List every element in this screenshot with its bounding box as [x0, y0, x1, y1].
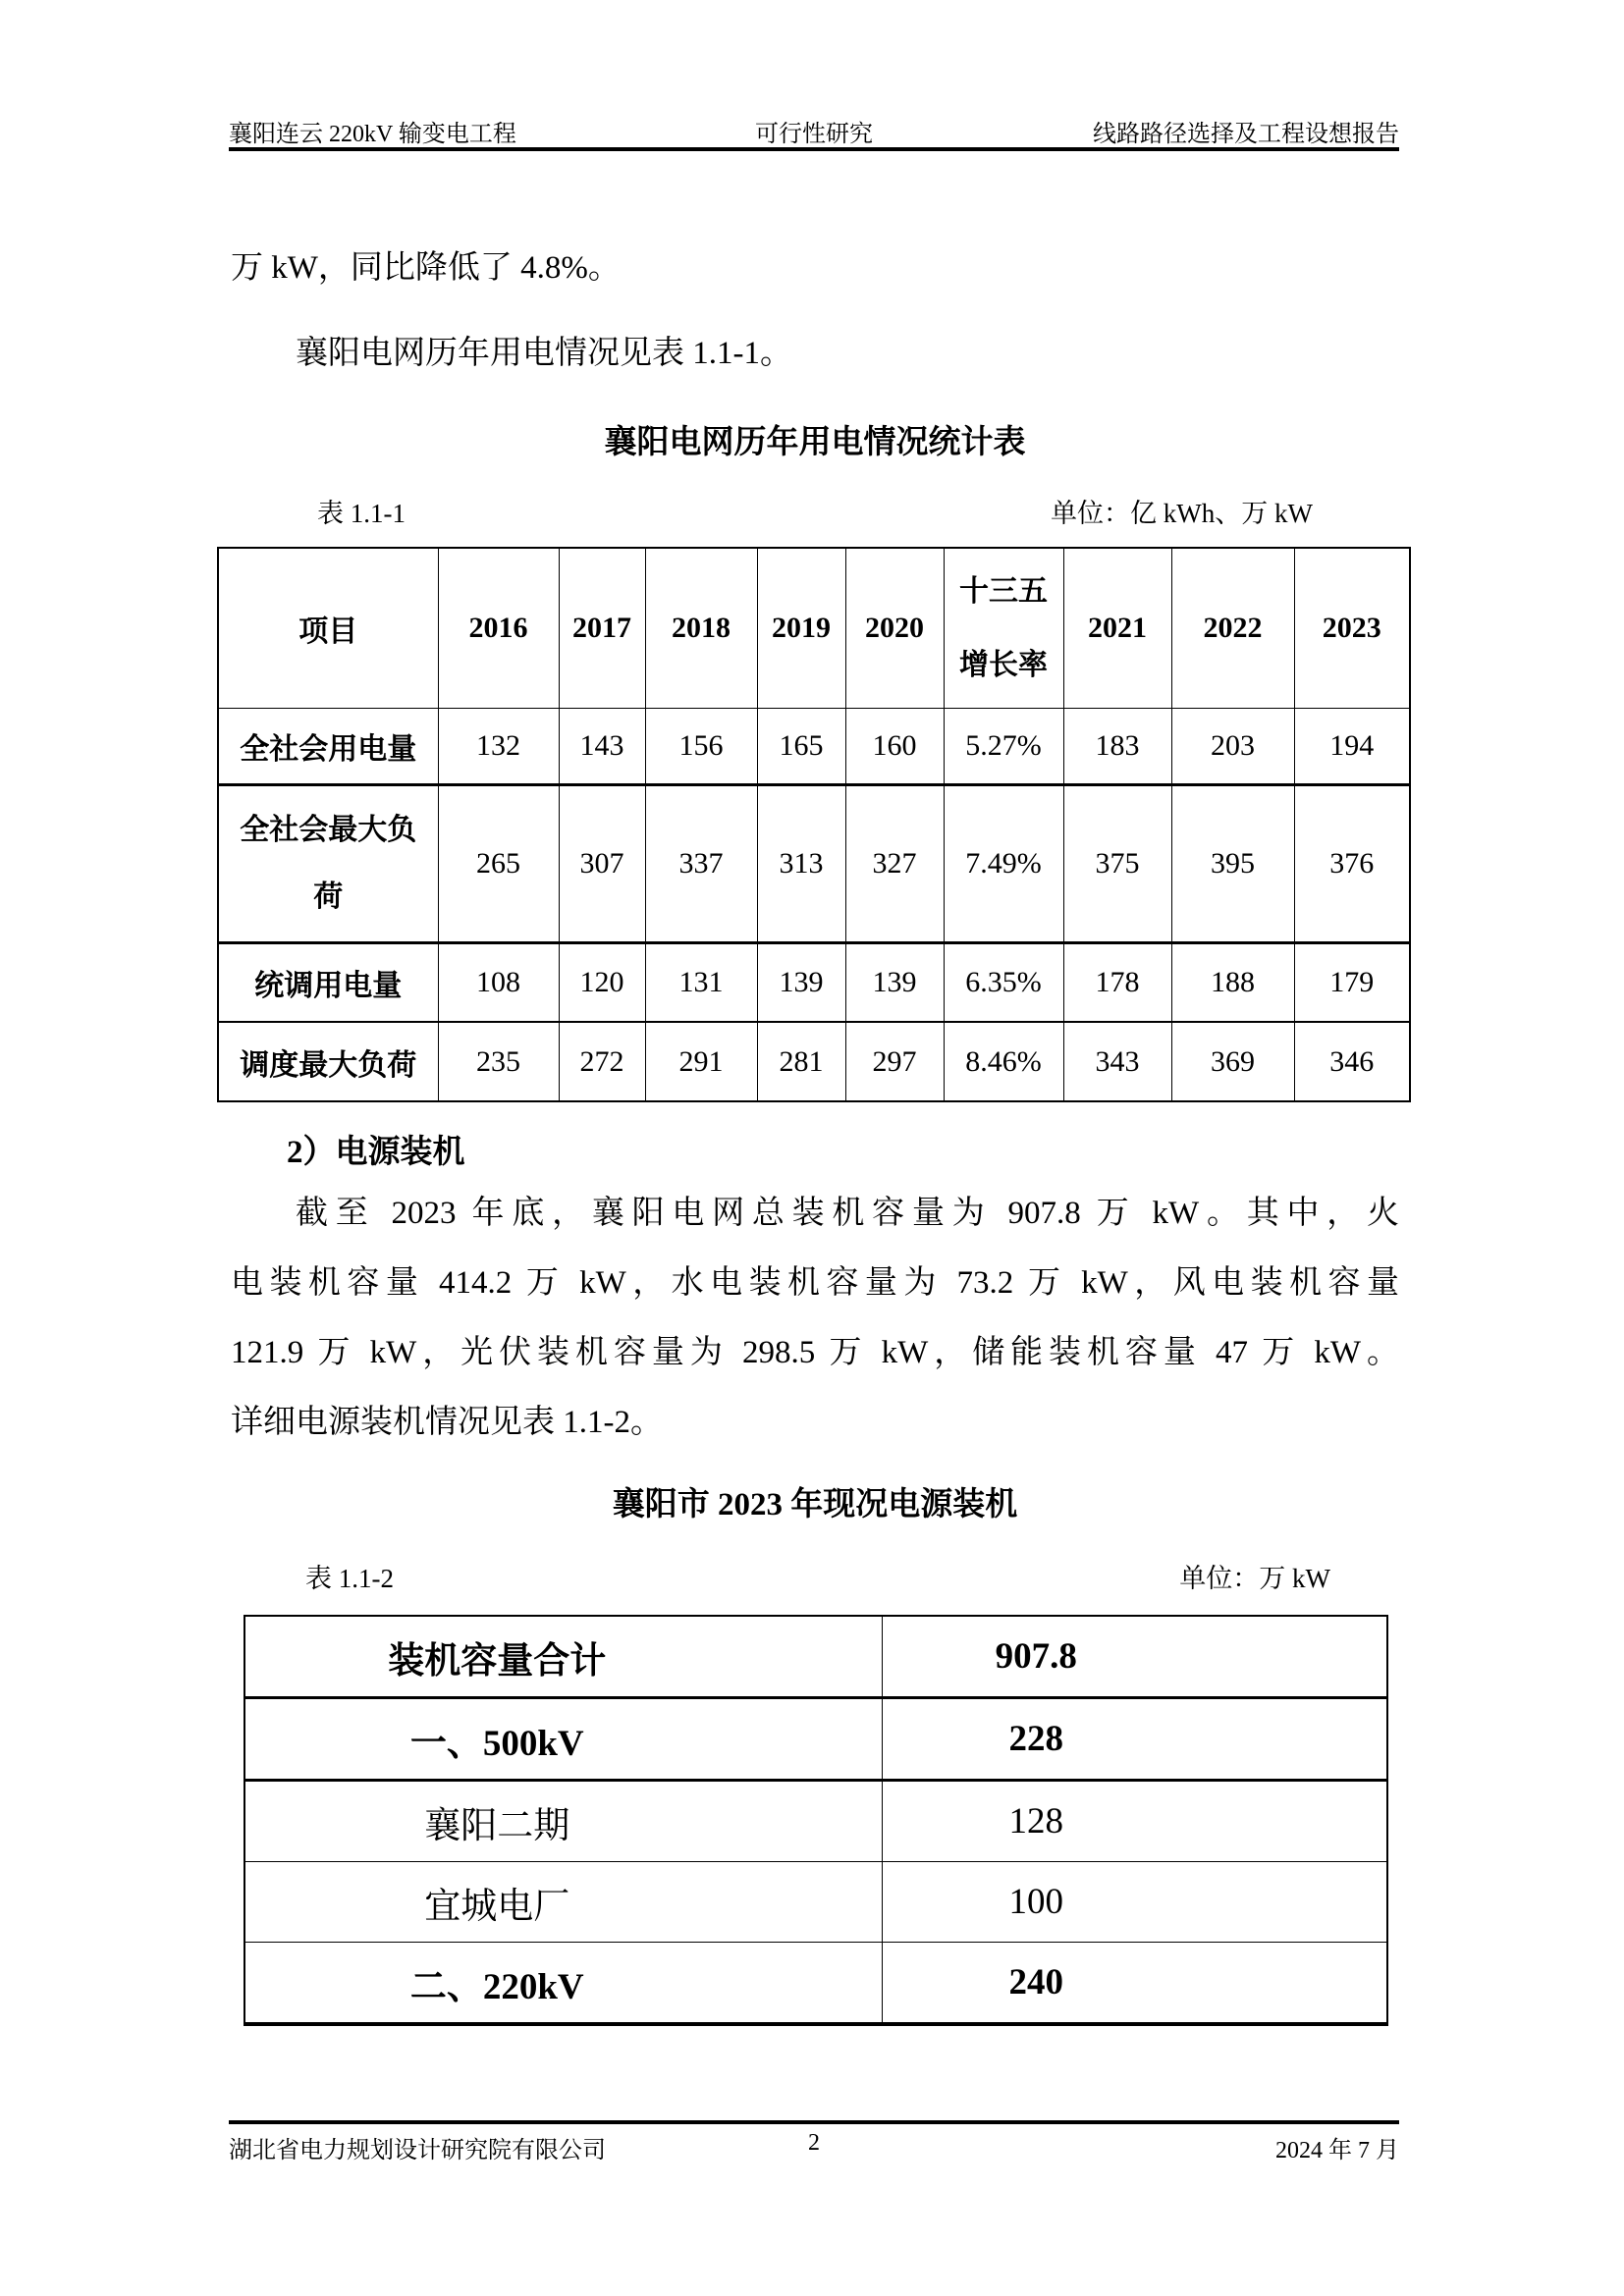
- table2-row-yicheng-plant: [244, 1862, 1387, 1943]
- table-cell: 375: [1063, 784, 1171, 942]
- table1-header-year: 2020: [845, 548, 944, 708]
- table1-header-year: 2019: [757, 548, 845, 708]
- table-cell: 376: [1294, 784, 1410, 942]
- table1-header-year: 2023: [1294, 548, 1410, 708]
- growth-rate-line2: 增长率: [959, 648, 1048, 681]
- page-header: [229, 114, 1399, 147]
- row-label: 宜城电厂: [244, 1862, 882, 1943]
- table-cell: 265: [438, 784, 559, 942]
- row-label: 统调用电量: [218, 942, 438, 1022]
- table-cell: 165: [757, 708, 845, 784]
- table-cell: 194: [1294, 708, 1410, 784]
- table2-caption-number: 表 1.1-2: [305, 1564, 394, 1593]
- table-cell: 179: [1294, 942, 1410, 1022]
- footer-page-number: 2: [808, 2130, 820, 2156]
- table2-caption-unit: 单位：万 kW: [1179, 1564, 1330, 1593]
- table-cell: 235: [438, 1022, 559, 1101]
- table-cell: 7.49%: [944, 784, 1063, 942]
- table2-caption-row: [231, 1557, 1399, 1595]
- table-cell: 307: [559, 784, 645, 942]
- row-value: 100: [882, 1862, 1387, 1943]
- paragraph-continued-line: 万 kW，同比降低了 4.8%。: [231, 250, 621, 286]
- table-cell: 131: [645, 942, 757, 1022]
- table-cell: 143: [559, 708, 645, 784]
- table2-row-500kv: [244, 1698, 1387, 1781]
- header-rule: [229, 147, 1399, 151]
- row-label: 装机容量合计: [244, 1616, 882, 1698]
- paragraph-line: 121.9 万 kW，光伏装机容量为 298.5 万 kW，储能装机容量 47 万 kW。: [231, 1335, 1399, 1370]
- table1-header-year: 2021: [1063, 548, 1171, 708]
- table-cell: 139: [845, 942, 944, 1022]
- table-cell: 160: [845, 708, 944, 784]
- table1-header-growth-rate: [944, 548, 1063, 708]
- table1-caption-number: 表 1.1-1: [317, 499, 406, 528]
- table2-row-220kv: [244, 1943, 1387, 2025]
- table1-header-year: 2017: [559, 548, 645, 708]
- header-report-title: 线路路径选择及工程设想报告: [1093, 122, 1399, 147]
- table1-header-item: 项目: [218, 548, 438, 708]
- table2-row-xiangyang-phase2: [244, 1781, 1387, 1862]
- table1-header-row: [218, 548, 1410, 708]
- table1-title: 襄阳电网历年用电情况统计表: [604, 425, 1026, 460]
- table-cell: 327: [845, 784, 944, 942]
- table2-row-total: [244, 1616, 1387, 1698]
- header-project-name: 襄阳连云 220kV 输变电工程: [229, 122, 516, 147]
- page-footer: [229, 2130, 1399, 2162]
- paragraph-line: 电装机容量 414.2 万 kW，水电装机容量为 73.2 万 kW，风电装机容量: [231, 1265, 1399, 1301]
- table-cell: 139: [757, 942, 845, 1022]
- row-label: [218, 784, 438, 942]
- table-cell: 272: [559, 1022, 645, 1101]
- installed-capacity-paragraph: [231, 1179, 1399, 1458]
- table-cell: 369: [1171, 1022, 1294, 1101]
- table1-row-dispatch-max-load: [218, 1022, 1410, 1101]
- table-cell: 8.46%: [944, 1022, 1063, 1101]
- table-cell: 343: [1063, 1022, 1171, 1101]
- table-cell: 281: [757, 1022, 845, 1101]
- table-cell: 203: [1171, 708, 1294, 784]
- row-label: 调度最大负荷: [218, 1022, 438, 1101]
- row-label: 一、500kV: [244, 1698, 882, 1781]
- header-report-type: 可行性研究: [755, 122, 873, 147]
- table-cell: 156: [645, 708, 757, 784]
- table1-row-total-consumption: [218, 708, 1410, 784]
- table-cell: 6.35%: [944, 942, 1063, 1022]
- row-label: 二、220kV: [244, 1943, 882, 2025]
- row-label-text: 全社会最大负荷: [240, 813, 417, 913]
- table-cell: 297: [845, 1022, 944, 1101]
- table-cell: 132: [438, 708, 559, 784]
- table1-row-dispatched-consumption: [218, 942, 1410, 1022]
- table1-caption-row: [231, 492, 1399, 530]
- growth-rate-line1: 十三五: [959, 574, 1048, 608]
- table-cell: 395: [1171, 784, 1294, 942]
- paragraph-line: 截至 2023 年底，襄阳电网总装机容量为 907.8 万 kW。其中，火: [296, 1196, 1399, 1231]
- row-value: 228: [882, 1698, 1387, 1781]
- table1-header-year: 2022: [1171, 548, 1294, 708]
- table1-header-year: 2018: [645, 548, 757, 708]
- table2-title: 襄阳市 2023 年现况电源装机: [612, 1487, 1018, 1522]
- installed-capacity-table: [244, 1615, 1388, 2026]
- section-heading: 2）电源装机: [287, 1135, 465, 1170]
- table-cell: 313: [757, 784, 845, 942]
- table-cell: 108: [438, 942, 559, 1022]
- table1-caption-unit: 单位：亿 kWh、万 kW: [1051, 499, 1313, 528]
- table-cell: 120: [559, 942, 645, 1022]
- table-cell: 291: [645, 1022, 757, 1101]
- table-cell: 178: [1063, 942, 1171, 1022]
- table-cell: 5.27%: [944, 708, 1063, 784]
- table-cell: 346: [1294, 1022, 1410, 1101]
- table-cell: 337: [645, 784, 757, 942]
- power-consumption-history-table: [217, 547, 1411, 1102]
- table1-header-year: 2016: [438, 548, 559, 708]
- footer-company: 湖北省电力规划设计研究院有限公司: [229, 2138, 606, 2163]
- paragraph-table-reference: 襄阳电网历年用电情况见表 1.1-1。: [296, 336, 792, 371]
- row-value: 907.8: [882, 1616, 1387, 1698]
- row-label: 全社会用电量: [218, 708, 438, 784]
- row-label: 襄阳二期: [244, 1781, 882, 1862]
- table-cell: 188: [1171, 942, 1294, 1022]
- row-value: 128: [882, 1781, 1387, 1862]
- table-cell: 183: [1063, 708, 1171, 784]
- paragraph-line: 详细电源装机情况见表 1.1-2。: [231, 1405, 663, 1440]
- footer-date: 2024 年 7 月: [1275, 2138, 1399, 2163]
- footer-rule: [229, 2120, 1399, 2124]
- table1-row-max-load: [218, 784, 1410, 942]
- row-value: 240: [882, 1943, 1387, 2025]
